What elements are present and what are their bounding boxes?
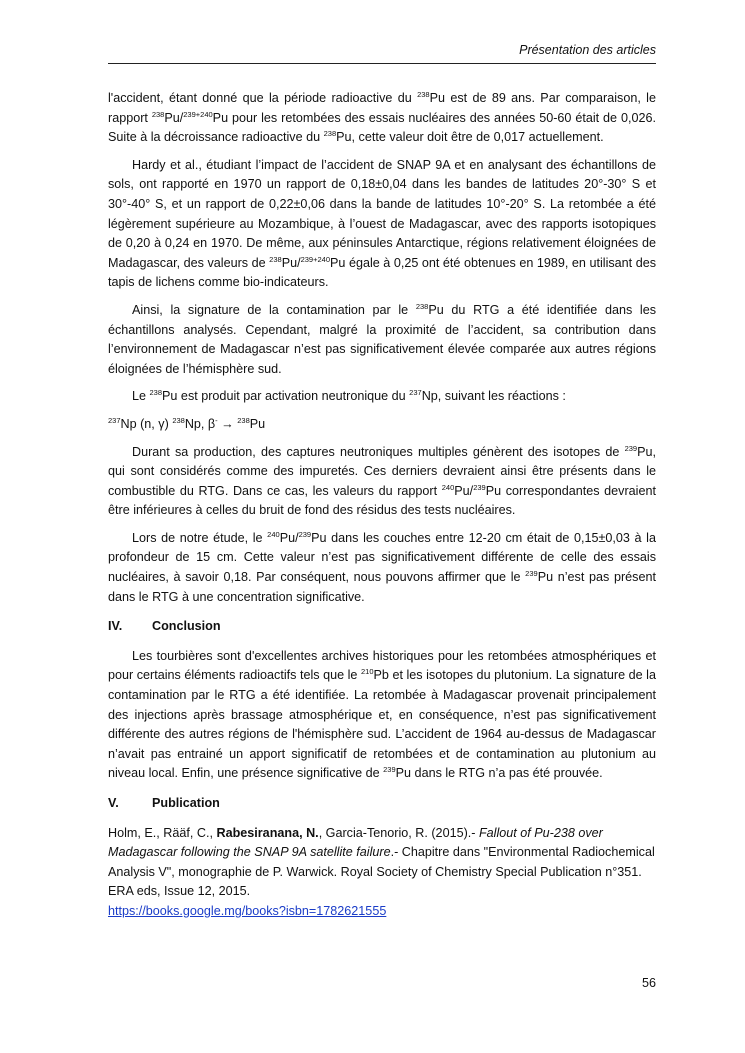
section-heading-conclusion: IV. Conclusion — [108, 619, 221, 634]
header-title: Présentation des articles — [519, 43, 656, 57]
page-number: 56 — [641, 976, 656, 990]
paragraph-conclusion: Les tourbières sont d'excellentes archives historiques pour les retombées atmosphériques et pour certains éléments radioactifs tels que le $^{210}$Pb et les isotopes du plutonium. La signature de la contamination par le RTG a été identifiée. La retombée à Madagascar provenait principalement des injections après brassage atmosphérique et, en conséquence, n’est pas significativement différente des autres régions de l'hémisphère sud. L’accident de 1964 au-dessus de Madagascar n’avait pas entrainé un apport significatif de retombées et de contamination au plutonium au niveau local. Enfin, une présence significative de $^{239}$Pu dans le RTG n’a pas été prouvée. — [108, 648, 656, 781]
publication-link[interactable]: https://books.google.mg/books?isbn=1782621555 — [108, 903, 387, 918]
paragraph-4: Le $^{238}$Pu est produit par activation neutronique du $^{237}$Np, suivant les réactions : — [132, 388, 566, 404]
paragraph-3: Ainsi, la signature de la contamination par le $^{238}$Pu du RTG a été identifiée dans les échantillons analysés. Cependant, malgré la proximité de l’accident, sa contribution dans l’environnement de Madagascar n’est pas significativement élevée comparée aux autres régions éloignées de l’hémisphère sud. — [108, 301, 657, 376]
document-body — [108, 89, 656, 922]
paragraph-6: Lors de notre étude, le $^{240}$Pu/$^{239}$Pu dans les couches entre 12-20 cm était de 0,15±0,03 à la profondeur de 15 cm. Cette valeur n’est pas significativement différente de celle des essais nucléaires, à savoir 0,18. Par conséquent, nous pouvons affirmer que le $^{239}$Pu n’est pas présent dans le RTG à une concentration significative. — [108, 529, 656, 604]
publication-issue: ERA eds, Issue 12, 2015. — [108, 884, 251, 899]
section-heading-publication: V. Publication — [108, 796, 220, 810]
reaction-equation: $^{237}$Np (n, γ) $^{238}$Np, β- → $^{238}$Pu — [108, 415, 266, 431]
paragraph-5: Durant sa production, des captures neutroniques multiples génèrent des isotopes de $^{239}$Pu, qui sont considérés comme des impuretés. Ces derniers devraient ainsi être présents dans le combustible du RTG. Dans ce cas, les valeurs du rapport $^{240}$Pu/$^{239}$Pu correspondantes devraient être inférieures à celles du bruit de fond des résidus des tests nucléaires. — [108, 443, 656, 518]
paragraph-1: l'accident, étant donné que la période radioactive du $^{238}$Pu est de 89 ans. Par comparaison, le rapport $^{238}$Pu/$^{239+240}$Pu pour les retombées des essais nucléaires des années 50-60 était de 0,026. Suite à la décroissance radioactive du $^{238}$Pu, cette valeur doit être de 0,017 actuellement. — [108, 90, 656, 145]
paragraph-2: Hardy et al., étudiant l’impact de l’accident de SNAP 9A et en analysant des échantillons de sols, ont rapporté en 1970 un rapport de 0,18±0,04 dans les bandes de latitudes 20°-30° S et 30°-40° S, et un rapport de 0,22±0,06 dans la bande de latitudes 10°-20° S. La retombée a été légèrement supérieure au Mozambique, à l’ouest de Madagascar, avec des rapports isotopiques de 0,20 à 0,24 en 1970. De même, aux péninsules Antarctique, régions relativement éloignées de Madagascar, des valeurs de $^{238}$Pu/$^{239+240}$Pu égale à 0,25 ont été obtenues en 1989, en utilisant des tapis de lichens comme bio-indicateurs. — [108, 157, 657, 290]
running-header — [108, 43, 656, 64]
publication-link-line — [108, 902, 656, 922]
publication-reference: Holm, E., Rääf, C., Rabesiranana, N., Garcia-Tenorio, R. (2015).- Fallout of Pu-238 over Madagascar following the SNAP 9A satellite failure.- Chapitre dans "Environmental Radiochemical Analysis V", monographie de P. Warwick. Royal Society of Chemistry Special Publication n°351. — [108, 825, 655, 879]
